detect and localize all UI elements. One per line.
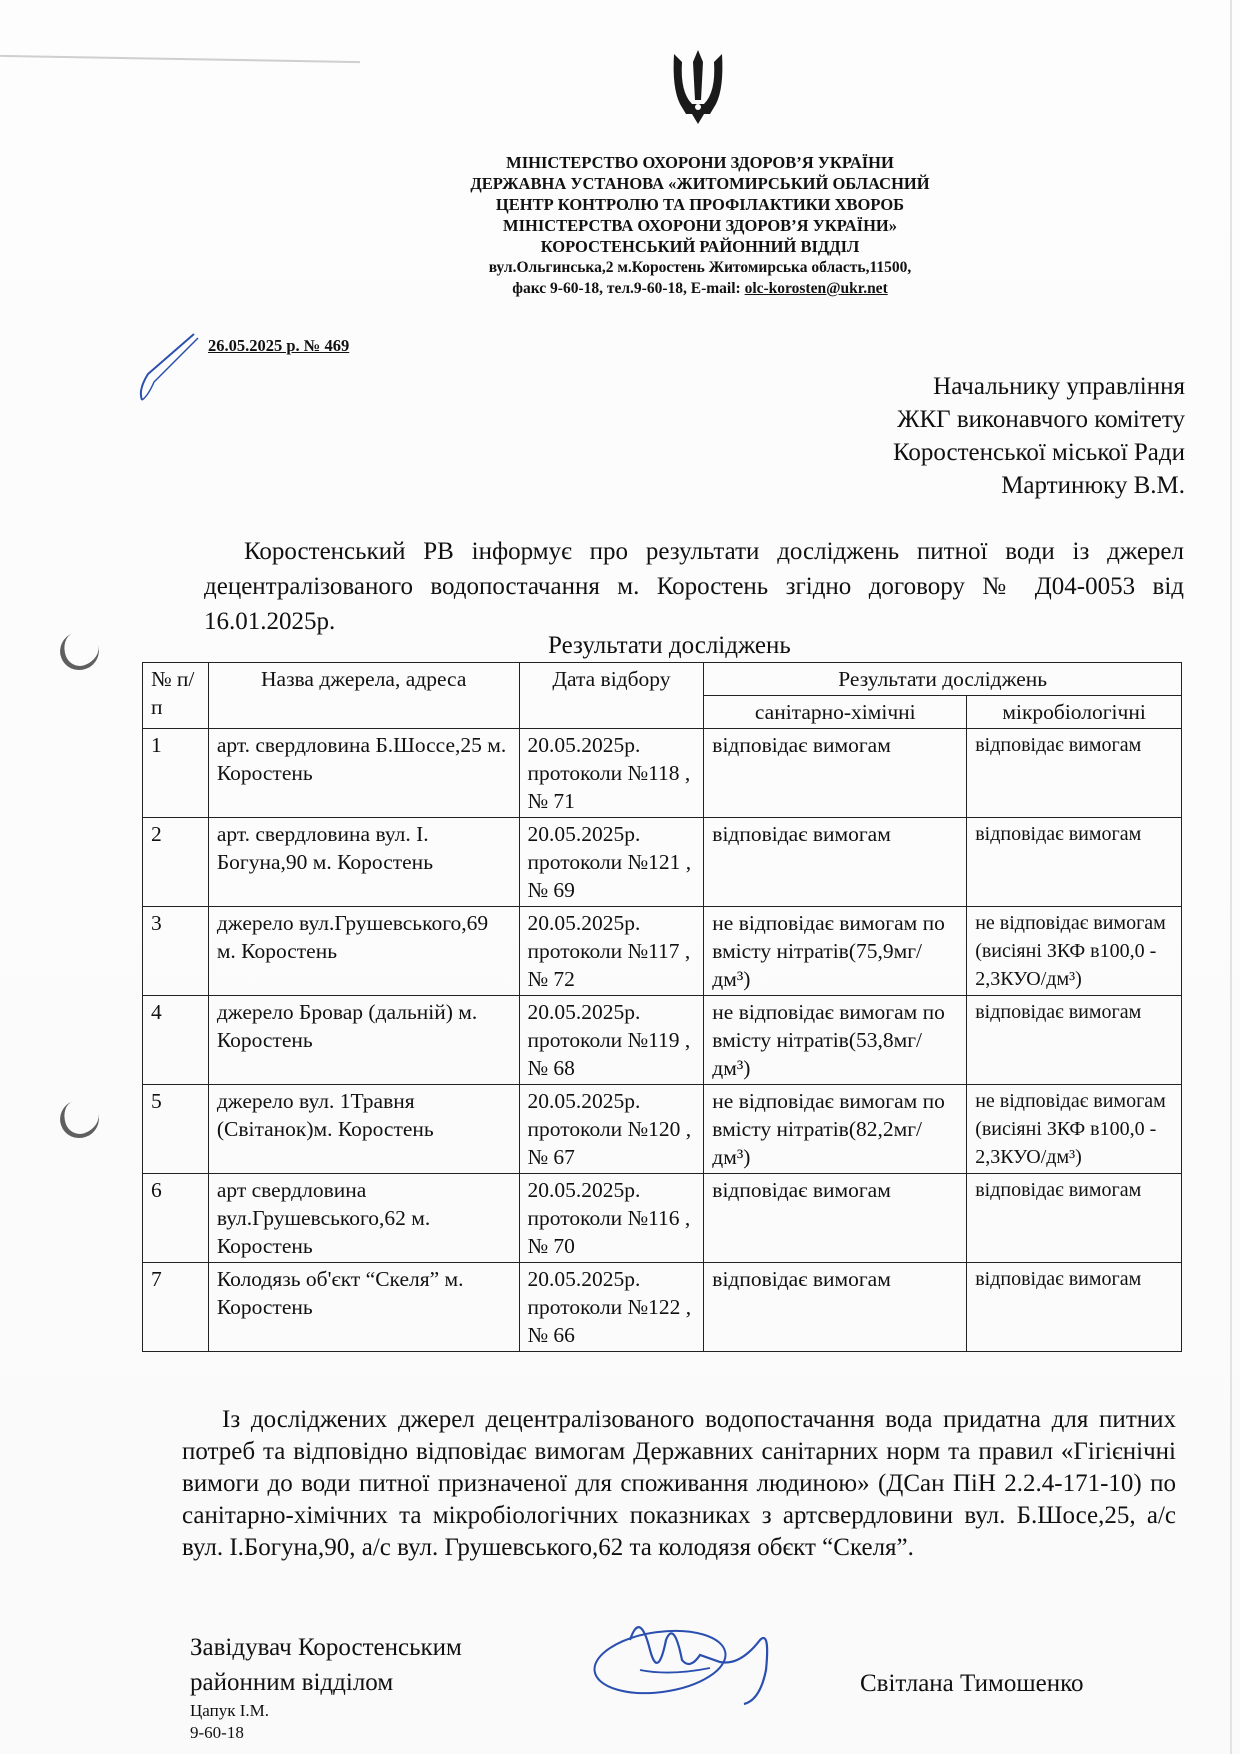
cell-chem: відповідає вимогам: [704, 818, 967, 907]
header-contacts: [380, 278, 1020, 299]
intro-paragraph: [204, 534, 1184, 639]
header-results: Результати досліджень: [704, 663, 1182, 696]
results-table: [142, 662, 1182, 1352]
table-row: [143, 1263, 1182, 1352]
cell-chem: відповідає вимогам: [704, 729, 967, 818]
cell-chem: не відповідає вимогам по вмісту нітратів(75,9мг/дм³): [704, 907, 967, 996]
table-row: [143, 1085, 1182, 1174]
header-micro: мікробіологічні: [967, 696, 1182, 729]
cell-num: 7: [143, 1263, 209, 1352]
table-row: [143, 818, 1182, 907]
header-line: КОРОСТЕНСЬКИЙ РАЙОННИЙ ВІДДІЛ: [540, 237, 860, 256]
table-row: [143, 996, 1182, 1085]
cell-chem: відповідає вимогам: [704, 1263, 967, 1352]
cell-num: 1: [143, 729, 209, 818]
protocols: протоколи №117 , № 72: [527, 939, 691, 991]
cell-date: [519, 729, 704, 818]
cell-date: [519, 907, 704, 996]
cell-num: 5: [143, 1085, 209, 1174]
cell-source: Колодязь об'єкт “Скеля” м. Коростень: [208, 1263, 519, 1352]
cell-date: [519, 1174, 704, 1263]
protocols: протоколи №119 , № 68: [527, 1028, 691, 1080]
table-row: [143, 1174, 1182, 1263]
header-line: МІНІСТЕРСТВО ОХОРОНИ ЗДОРОВ’Я УКРАЇНИ: [506, 153, 894, 172]
sample-date: 20.05.2025р.: [527, 1267, 641, 1291]
sample-date: 20.05.2025р.: [527, 1000, 641, 1024]
cell-chem: відповідає вимогам: [704, 1174, 967, 1263]
header-num: № п/п: [143, 663, 209, 729]
cell-source: джерело вул. 1Травня (Світанок)м. Коростень: [208, 1085, 519, 1174]
cell-date: [519, 818, 704, 907]
punch-hole-mark: [55, 626, 105, 675]
addressee-line: Коростенської міської Ради: [892, 439, 1185, 466]
header-line: ЦЕНТР КОНТРОЛЮ ТА ПРОФІЛАКТИКИ ХВОРОБ: [495, 195, 905, 214]
cell-micro: не відповідає вимогам (висіяні ЗКФ в100,0 - 2,3КУО/дм³): [967, 907, 1182, 996]
cell-micro: відповідає вимогам: [967, 1174, 1182, 1263]
sample-date: 20.05.2025р.: [527, 1178, 641, 1202]
punch-hole-mark: [55, 1094, 105, 1143]
sample-date: 20.05.2025р.: [527, 822, 641, 846]
cell-micro: відповідає вимогам: [967, 996, 1182, 1085]
cell-chem: не відповідає вимогам по вмісту нітратів(53,8мг/дм³): [704, 996, 967, 1085]
registration-number: 26.05.2025 р. № 469: [208, 336, 350, 355]
header-line: МІНІСТЕРСТВА ОХОРОНИ ЗДОРОВ’Я УКРАЇНИ»: [503, 216, 897, 235]
position-line: районним відділом: [190, 1669, 394, 1696]
cell-micro: не відповідає вимогам (висіяні ЗКФ в100,0 - 2,3КУО/дм³): [967, 1085, 1182, 1174]
protocols: протоколи №116 , № 70: [527, 1206, 691, 1258]
executor-info: [190, 1700, 269, 1744]
cell-micro: відповідає вимогам: [967, 1263, 1182, 1352]
cell-source: арт свердловина вул.Грушевського,62 м. Коростень: [208, 1174, 519, 1263]
executor-phone: 9-60-18: [190, 1723, 244, 1742]
conclusion-paragraph: [182, 1404, 1176, 1564]
protocols: протоколи №118 , № 71: [527, 761, 691, 813]
cell-num: 6: [143, 1174, 209, 1263]
contacts-text: факс 9-60-18, тел.9-60-18, E-mail:: [512, 280, 745, 297]
addressee-line: Начальнику управління: [933, 373, 1185, 400]
cell-num: 3: [143, 907, 209, 996]
pen-checkmark-icon: [134, 330, 204, 410]
cell-num: 2: [143, 818, 209, 907]
addressee-line: Мартинюку В.М.: [1001, 472, 1185, 499]
protocols: протоколи №120 , № 67: [527, 1117, 692, 1169]
cell-date: [519, 996, 704, 1085]
sample-date: 20.05.2025р.: [527, 1089, 641, 1113]
header-date: Дата відбору: [519, 663, 704, 729]
email-link[interactable]: olc-korosten@ukr.net: [744, 280, 888, 297]
addressee-block: [780, 370, 1185, 502]
sample-date: 20.05.2025р.: [527, 733, 641, 757]
header-chem: санітарно-хімічні: [704, 696, 967, 729]
header-source: Назва джерела, адреса: [208, 663, 519, 729]
header-line: ДЕРЖАВНА УСТАНОВА «ЖИТОМИРСЬКИЙ ОБЛАСНИЙ: [470, 174, 930, 193]
page-edge-right: [1230, 0, 1232, 1754]
table-row: [143, 729, 1182, 818]
cell-num: 4: [143, 996, 209, 1085]
cell-date: [519, 1085, 704, 1174]
cell-source: джерело вул.Грушевського,69 м. Коростень: [208, 907, 519, 996]
cell-micro: відповідає вимогам: [967, 818, 1182, 907]
table-title: Результати досліджень: [548, 632, 791, 659]
table-header-row: [143, 663, 1182, 696]
header-address: вул.Ольгинська,2 м.Коростень Житомирська область,11500,: [488, 259, 912, 276]
signer-name: Світлана Тимошенко: [860, 1670, 1084, 1697]
cell-date: [519, 1263, 704, 1352]
conclusion-text: Із досліджених джерел децентралізованого водопостачання вода придатна для питних потреб та відповідно відповідає вимогам Державних санітарних норм та правил «Гігієнічні вимоги до води питної призначеної для споживання людиною» (ДСан ПіН 2.2.4-171-10) по санітарно-хімічних та мікробіологічних показниках з артсвердловини вул. Б.Шосе,25, а/с вул. І.Богуна,90, а/с вул. Грушевського,62 та колодязя обєкт “Скеля”.: [182, 1406, 1176, 1561]
cell-micro: відповідає вимогам: [967, 729, 1182, 818]
signatory-position: [190, 1630, 462, 1700]
sample-date: 20.05.2025р.: [527, 911, 641, 935]
table-row: [143, 907, 1182, 996]
cell-source: арт. свердловина вул. І. Богуна,90 м. Коростень: [208, 818, 519, 907]
institution-header: [380, 152, 1020, 299]
executor-name: Цапук І.М.: [190, 1701, 269, 1720]
addressee-line: ЖКГ виконавчого комітету: [897, 406, 1185, 433]
trident-emblem-icon: [670, 48, 726, 126]
cell-chem: не відповідає вимогам по вмісту нітратів(82,2мг/дм³): [704, 1085, 967, 1174]
protocols: протоколи №121 , № 69: [527, 850, 692, 902]
page-edge-shadow: [0, 55, 360, 63]
position-line: Завідувач Коростенським: [190, 1634, 462, 1661]
intro-text: Коростенський РВ інформує про результати досліджень питної води із джерел децентралізованого водопостачання м. Коростень згідно договору № Д04-0053 від 16.01.2025р.: [204, 538, 1184, 635]
cell-source: арт. свердловина Б.Шоссе,25 м. Коростень: [208, 729, 519, 818]
cell-source: джерело Бровар (дальній) м. Коростень: [208, 996, 519, 1085]
protocols: протоколи №122 , № 66: [527, 1295, 692, 1347]
handwritten-signature-icon: [570, 1600, 810, 1710]
